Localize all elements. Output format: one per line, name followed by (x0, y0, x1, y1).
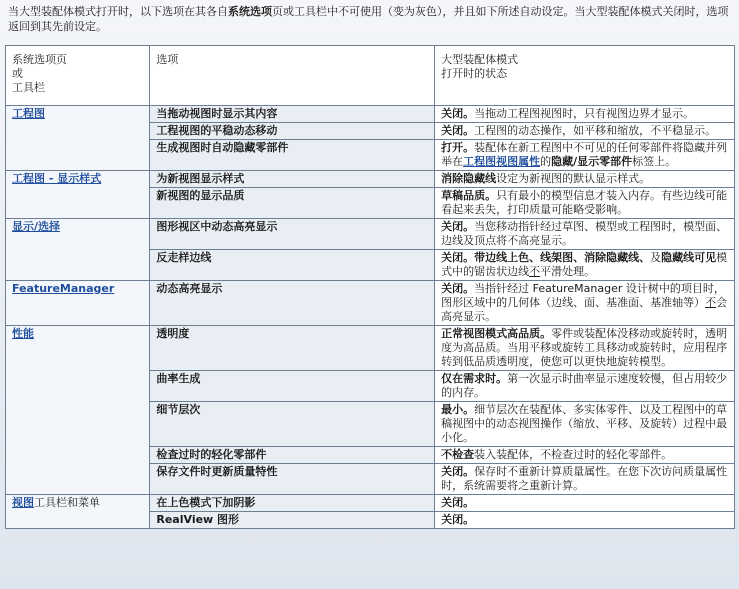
option-state: 消除隐藏线设定为新视图的默认显示样式。 (435, 171, 735, 188)
option-name: 图形视区中动态高亮显示 (150, 219, 435, 250)
intro-text-1: 当大型装配体模式打开时，以下选项在其各自 (8, 5, 228, 18)
intro-paragraph (8, 4, 733, 34)
intro-bold-system-options: 系统选项 (228, 5, 272, 18)
option-name: 曲率生成 (150, 371, 435, 402)
table-row (6, 495, 735, 512)
option-name: 保存文件时更新质量特性 (150, 464, 435, 495)
option-state: 关闭。工程图的动态操作，如平移和缩放，不平稳显示。 (435, 123, 735, 140)
category-drawings-display-style (6, 171, 150, 219)
option-state: 关闭。当您移动指针经过草图、模型或工程图时，模型面、边线及顶点将不高亮显示。 (435, 219, 735, 250)
table-row (6, 171, 735, 188)
option-state: 仅在需求时。第一次显示时曲率显示速度较慢，但占用较少的内存。 (435, 371, 735, 402)
option-name: 当拖动视图时显示其内容 (150, 106, 435, 123)
performance-link[interactable]: 性能 (12, 327, 34, 340)
option-name: 反走样边线 (150, 250, 435, 281)
intro-text-2: 页或工具栏中不可使用（变为灰色），并且如下所述自动设定。当大型装配体模式关闭时，选项返回到其先前设定。 (8, 5, 729, 33)
option-state: 关闭。带边线上色、线架图、消除隐藏线、及隐藏线可见模式中的锯齿状边线不平滑处理。 (435, 250, 735, 281)
header-state: 大型装配体模式 打开时的状态 (435, 46, 735, 106)
option-name: 工程视图的平稳动态移动 (150, 123, 435, 140)
option-state: 最小。细节层次在装配体、多实体零件、以及工程图中的草稿视图中的动态视图操作（缩放、平移、及旋转）过程中最小化。 (435, 402, 735, 447)
option-state: 草稿品质。只有最小的模型信息才装入内存。有些边线可能看起来丢失，打印质量可能略受影响。 (435, 188, 735, 219)
display-selection-link[interactable]: 显示/选择 (12, 220, 61, 233)
category-performance (6, 326, 150, 495)
option-name: 新视图的显示品质 (150, 188, 435, 219)
option-name: 透明度 (150, 326, 435, 371)
option-state: 不检查装入装配体，不检查过时的轻化零部件。 (435, 447, 735, 464)
option-name: 检查过时的轻化零部件 (150, 447, 435, 464)
large-assembly-options-table (5, 45, 735, 529)
table-row (6, 219, 735, 250)
option-name: 生成视图时自动隐藏零部件 (150, 140, 435, 171)
category-featuremanager (6, 281, 150, 326)
header-category: 系统选项页 或 工具栏 (6, 46, 150, 106)
table-row (6, 106, 735, 123)
category-display-selection (6, 219, 150, 281)
category-view-toolbar: 视图工具栏和菜单 (6, 495, 150, 529)
table-row (6, 326, 735, 371)
option-state: 正常视图模式高品质。零件或装配体没移动或旋转时，透明度为高品质。当用平移或旋转工具移动或旋转时，应用程序转到低品质透明度，使您可以更快地旋转模型。 (435, 326, 735, 371)
view-link[interactable]: 视图 (12, 496, 34, 509)
option-name: 为新视图显示样式 (150, 171, 435, 188)
option-state: 关闭。保存时不重新计算质量属性。在您下次访问质量属性时，系统需要将之重新计算。 (435, 464, 735, 495)
option-state: 关闭。当指针经过 FeatureManager 设计树中的项目时，图形区域中的几何体（边线、面、基准面、基准轴等）不会高亮显示。 (435, 281, 735, 326)
table-header-row (6, 46, 735, 106)
option-name: 在上色模式下加阴影 (150, 495, 435, 512)
option-name: 细节层次 (150, 402, 435, 447)
option-state: 关闭。 (435, 495, 735, 512)
header-option: 选项 (150, 46, 435, 106)
option-state: 关闭。 (435, 512, 735, 529)
option-state: 打开。装配体在新工程图中不可见的任何零部件将隐藏并列举在工程图视图属性的隐藏/显示零部件标签上。 (435, 140, 735, 171)
drawings-link[interactable]: 工程图 (12, 107, 45, 120)
option-state: 关闭。当拖动工程图视图时，只有视图边界才显示。 (435, 106, 735, 123)
table-row (6, 281, 735, 326)
option-name: RealView 图形 (150, 512, 435, 529)
drawings-display-style-link[interactable]: 工程图 - 显示样式 (12, 172, 102, 185)
featuremanager-link[interactable]: FeatureManager (12, 282, 115, 295)
option-name: 动态高亮显示 (150, 281, 435, 326)
drawing-view-properties-link[interactable]: 工程图视图属性 (463, 155, 541, 168)
category-drawings (6, 106, 150, 171)
